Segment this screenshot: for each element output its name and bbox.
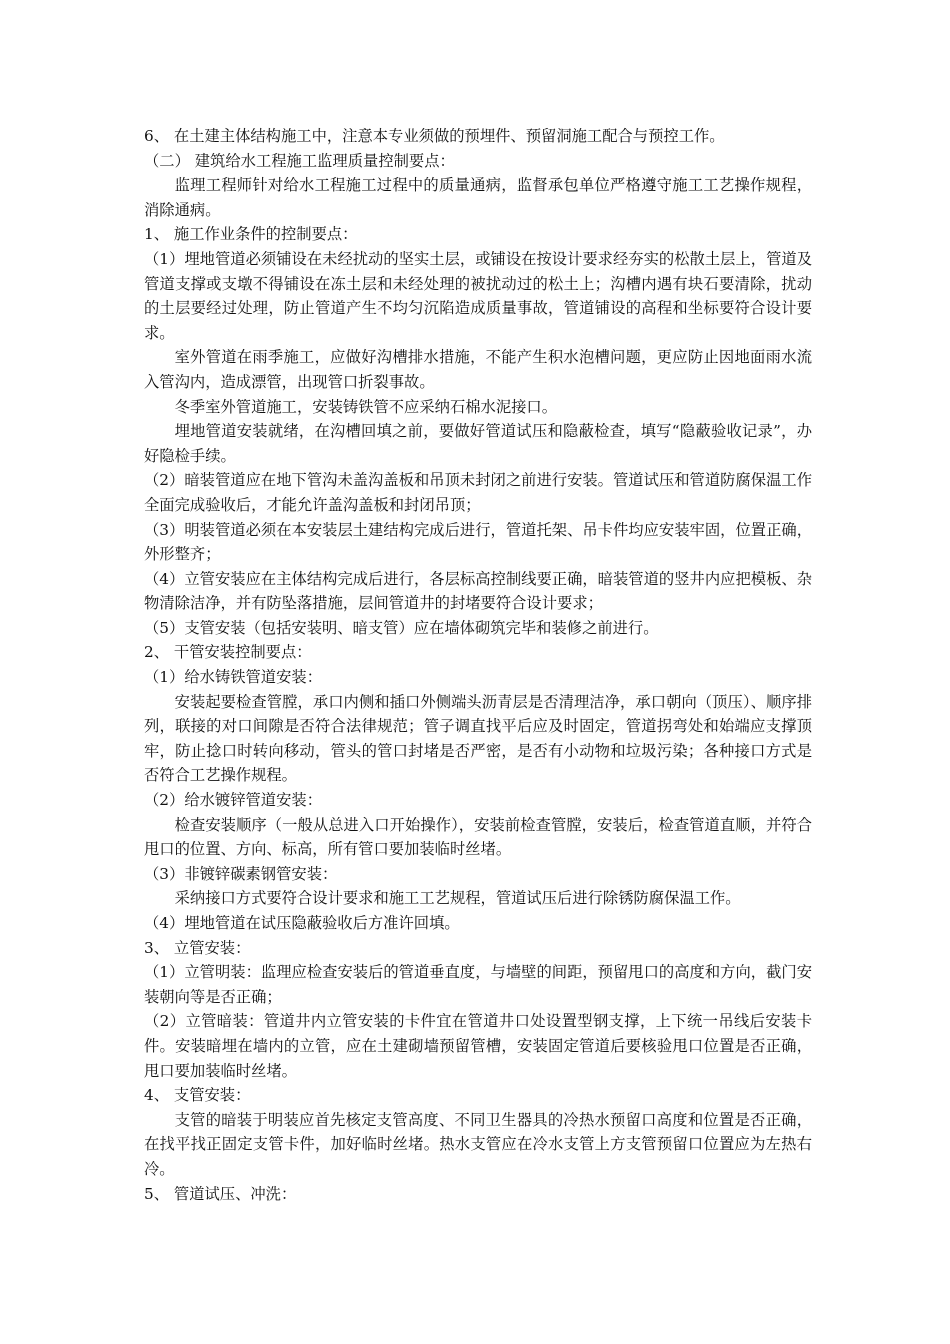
paragraph-12: （5）支管安装（包括安装明、暗支管）应在墙体砌筑完毕和装修之前进行。: [144, 618, 659, 637]
paragraph-9: （2）暗装管道应在地下管沟未盖沟盖板和吊顶未封闭之前进行安装。管道试压和管道防腐保温工作全面完成验收后，才能允许盖沟盖板和封闭吊顶；: [144, 471, 812, 514]
paragraph-17: 检查安装顺序（一般从总进入口开始操作），安装前检查管膛，安装后，检查管道直顺，并符合甩口的位置、方向、标高，所有管口要加装临时丝堵。: [144, 815, 812, 859]
document-page: [144, 124, 812, 1206]
paragraph-18: （3）非镀锌碳素钢管安装：: [144, 864, 338, 883]
paragraph-6: 室外管道在雨季施工，应做好沟槽排水措施，不能产生积水泡槽问题，更应防止因地面雨水流入管沟内，造成漂管，出现管口折裂事故。: [144, 348, 812, 391]
subheading-4: 4、 支管安装：: [144, 1086, 251, 1105]
paragraph-20: （4）埋地管道在试压隐蔽验收后方准许回填。: [144, 914, 460, 932]
paragraph-5: （1）埋地管道必须铺设在未经扰动的坚实土层，或铺设在按设计要求经夯实的松散土层上，管道及管道支撑或支墩不得铺设在冻土层和未经处理的被扰动过的松土上；沟槽内遇有块石要清除，扰动的土层要经过处理，防止管道产生不均匀沉陷造成质量事故，管道铺设的高程和坐标要符合设计要求。: [144, 249, 812, 342]
paragraph-16: （2）给水镀锌管道安装：: [144, 791, 322, 810]
paragraph-22: （1）立管明装：监理应检查安装后的管道垂直度，与墙壁的间距，预留甩口的高度和方向，截门安装朝向等是否正确；: [144, 963, 812, 1006]
paragraph-8: 埋地管道安装就绪，在沟槽回填之前，要做好管道试压和隐蔽检查，填写“隐蔽验收记录”，办好隐检手续。: [144, 422, 812, 465]
paragraph-14: （1）给水铸铁管道安装：: [144, 668, 322, 687]
paragraph-7: 冬季室外管道施工，安装铸铁管不应采纳石棉水泥接口。: [174, 397, 558, 416]
paragraph-11: （4）立管安装应在主体结构完成后进行，各层标高控制线要正确，暗装管道的竖井内应把模板、杂物清除洁净，并有防坠落措施，层间管道井的封堵要符合设计要求；: [144, 569, 812, 613]
section-heading: （二） 建筑给水工程施工监理质量控制要点：: [144, 151, 455, 170]
paragraph-1: 6、 在土建主体结构施工中，注意本专业须做的预埋件、预留洞施工配合与预控工作。: [144, 127, 725, 145]
paragraph-15: 安装起要检查管膛，承口内侧和插口外侧端头沥青层是否清理洁净，承口朝向（顶压）、顺序排列，联接的对口间隙是否符合法律规范；管子调直找平后应及时固定，管道拐弯处和始端应支撑顶牢，防止捻口时转向移动，管头的管口封堵是否严密，是否有小动物和垃圾污染；各种接口方式是否符合工艺操作规程。: [144, 692, 812, 785]
paragraph-10: （3）明装管道必须在本安装层土建结构完成后进行，管道托架、吊卡件均应安装牢固，位置正确，外形整齐；: [144, 520, 812, 564]
paragraph-3: 监理工程师针对给水工程施工过程中的质量通病，监督承包单位严格遵守施工工艺操作规程，消除通病。: [144, 176, 812, 219]
paragraph-23: （2）立管暗装：管道井内立管安装的卡件宜在管道井口处设置型钢支撑，上下统一吊线后安装卡件。安装暗埋在墙内的立管，应在土建砌墙预留管槽，安装固定管道后要核验甩口位置是否正确，甩口要加装临时丝堵。: [144, 1012, 812, 1080]
subheading-3: 3、 立管安装：: [144, 938, 251, 957]
subheading-1: 1、 施工作业条件的控制要点：: [144, 225, 358, 244]
subheading-5: 5、 管道试压、冲洗：: [144, 1184, 297, 1203]
paragraph-19: 采纳接口方式要符合设计要求和施工工艺规程，管道试压后进行除锈防腐保温工作。: [174, 889, 741, 908]
subheading-2: 2、 干管安装控制要点：: [144, 643, 312, 662]
paragraph-25: 支管的暗装于明装应首先核定支管高度、不同卫生器具的冷热水预留口高度和位置是否正确，在找平找正固定支管卡件，加好临时丝堵。热水支管应在冷水支管上方支管预留口位置应为左热右冷。: [144, 1110, 812, 1178]
